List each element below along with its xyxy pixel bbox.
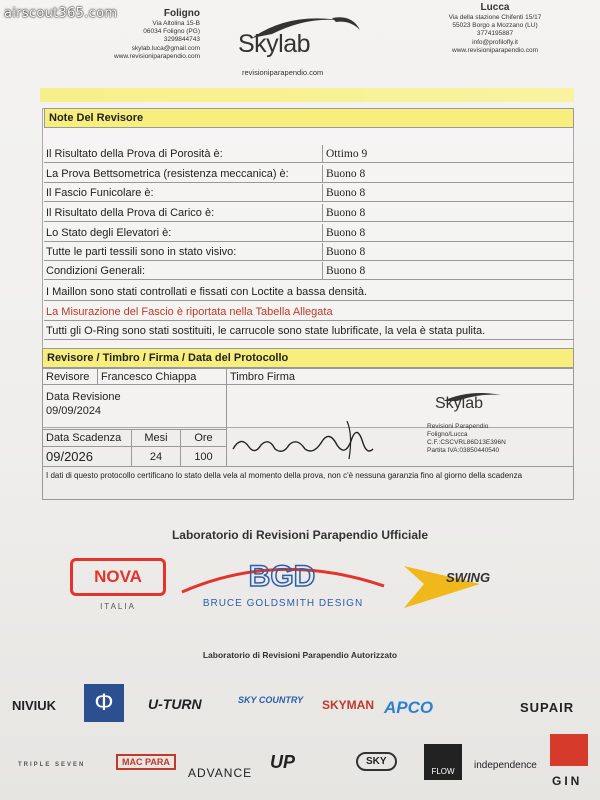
up-logo: UP <box>270 752 296 772</box>
lab-official-title: Laboratorio di Revisioni Parapendio Ufficiale <box>171 528 429 542</box>
ore-value: 100 <box>180 446 227 467</box>
independence-logo: independence <box>474 760 537 771</box>
nova-sub: ITALIA <box>100 602 136 611</box>
stamp-signature-area <box>226 384 574 467</box>
stamp-line4: Partita IVA:03850440540 <box>427 447 500 454</box>
note-oring: Tutti gli O-Ring sono stati sostituiti, le carrucole sono state lubrificate, la vela è stata pulita. <box>44 322 574 340</box>
data-revisione-cell <box>42 384 227 430</box>
gin-logo: GIN <box>552 774 583 788</box>
note-label: Lo Stato degli Elevatori è: <box>46 227 172 239</box>
protocol-title: Revisore / Timbro / Firma / Data del Protocollo <box>42 348 574 368</box>
note-label: Il Risultato della Prova di Carico è: <box>46 207 215 219</box>
note-label: Il Risultato della Prova di Porosità è: <box>46 148 223 160</box>
stamp-line3: C.F.:CSCVRL86D13E396N <box>427 439 506 446</box>
watermark: airscout365.com <box>4 6 118 21</box>
macpara-logo: MAC PARA <box>116 754 176 770</box>
skylab-wordmark: Skylab <box>238 30 311 58</box>
right-line4: info@profilofly.it <box>472 38 518 46</box>
gin-badge-icon <box>550 734 588 766</box>
sky-logo: SKY <box>356 752 397 771</box>
note-label: Il Fascio Funicolare è: <box>46 187 154 199</box>
bgd-wordmark: BRUCE GOLDSMITH DESIGN <box>202 598 364 609</box>
right-line1: Via della stazione Chifenti 15/17 <box>448 14 542 21</box>
note-row-betts <box>44 165 574 183</box>
stamp-line1: Revisioni Parapendio <box>427 423 489 430</box>
data-revisione-value: 09/09/2024 <box>46 405 102 417</box>
note-label: La Prova Bettsometrica (resistenza meccanica) è: <box>46 168 289 180</box>
left-city: Foligno <box>163 8 200 19</box>
revisore-label: Revisore <box>42 368 98 385</box>
svg-text:BGD: BGD <box>248 560 316 593</box>
phi-logo-icon: Φ <box>84 684 124 722</box>
apco-logo: APCO <box>384 698 434 717</box>
yellow-top-bar <box>40 88 574 102</box>
data-revisione-label: Data Revisione <box>46 391 121 403</box>
swing-wordmark: SWING <box>446 570 491 585</box>
timbro-label: Timbro Firma <box>226 368 574 385</box>
disclaimer: I dati di questo protocollo certificano lo stato della vela al momento della prova, non c'è nessuna garanzia fino al giorno della scadenza <box>42 466 574 500</box>
note-row-condizioni <box>44 262 574 280</box>
right-city: Lucca <box>480 2 510 13</box>
note-row-tessili <box>44 243 574 261</box>
mesi-value: 24 <box>131 446 181 467</box>
stamp-details <box>427 423 506 455</box>
mesi-label: Mesi <box>131 429 181 447</box>
skycountry-logo: SKY COUNTRY <box>238 695 304 705</box>
note-value: Buono 8 <box>322 184 578 202</box>
note-value: Buono 8 <box>322 243 578 261</box>
ore-label: Ore <box>180 429 227 447</box>
left-line1: Via Altolina 15-B <box>152 20 200 27</box>
stamp-line2: Foligno/Lucca <box>427 431 468 438</box>
note-row-carico <box>44 204 574 222</box>
scadenza-label: Data Scadenza <box>42 429 132 447</box>
stamp-name: Skylab <box>435 395 484 412</box>
scadenza-value: 09/2026 <box>42 446 132 467</box>
tripleseven-logo: TRIPLE SEVEN <box>18 762 86 768</box>
nova-wordmark: NOVA <box>94 567 142 586</box>
left-line2: 06034 Foligno (PG) <box>143 28 200 36</box>
bgd-swoosh-icon <box>178 556 388 600</box>
right-line3: 3774195887 <box>476 30 514 38</box>
note-label: Tutte le parti tessili sono in stato visivo: <box>46 246 237 258</box>
note-value: Buono 8 <box>322 224 578 242</box>
advance-logo: ADVANCE <box>188 766 253 780</box>
lab-authorized-title: Laboratorio di Revisioni Parapendio Autorizzato <box>202 650 398 660</box>
notes-title: Note Del Revisore <box>44 108 574 128</box>
skyman-logo: SKYMAN <box>322 698 375 712</box>
note-row-fascio <box>44 184 574 202</box>
right-line5: www.revisioniparapendio.com <box>452 46 538 54</box>
official-brands <box>70 552 530 622</box>
left-line5: www.revisioniparapendio.com <box>114 52 200 60</box>
niviuk-logo: NIVIUK <box>12 698 57 713</box>
note-fascio-table: La Misurazione del Fascio è riportata nella Tabella Allegata <box>44 303 574 321</box>
flow-logo: FLOW <box>424 744 462 780</box>
skylab-logo <box>232 8 372 80</box>
note-value: Ottimo 9 <box>322 145 578 163</box>
nova-logo <box>70 558 166 596</box>
note-label: Condizioni Generali: <box>46 265 146 277</box>
supair-logo: SUPAIR <box>520 700 575 715</box>
right-line2: 55023 Borgo a Mozzano (LU) <box>452 22 538 30</box>
note-row-porosity <box>44 145 574 163</box>
note-value: Buono 8 <box>322 204 578 222</box>
note-row-elevatori <box>44 224 574 242</box>
skylab-subtitle: revisioniparapendio.com <box>242 68 324 77</box>
left-line3: 3299844743 <box>163 36 200 44</box>
note-value: Buono 8 <box>322 262 578 280</box>
left-line4: skylab.luca@gmail.com <box>131 44 200 52</box>
uturn-logo: U-TURN <box>148 696 202 712</box>
note-value: Buono 8 <box>322 165 578 183</box>
note-maillon: I Maillon sono stati controllati e fissati con Loctite a bassa densità. <box>44 283 574 301</box>
handwritten-signature <box>227 415 377 465</box>
header-right-address <box>420 2 570 55</box>
revisore-name: Francesco Chiappa <box>97 368 227 385</box>
protocol-form <box>40 88 574 500</box>
